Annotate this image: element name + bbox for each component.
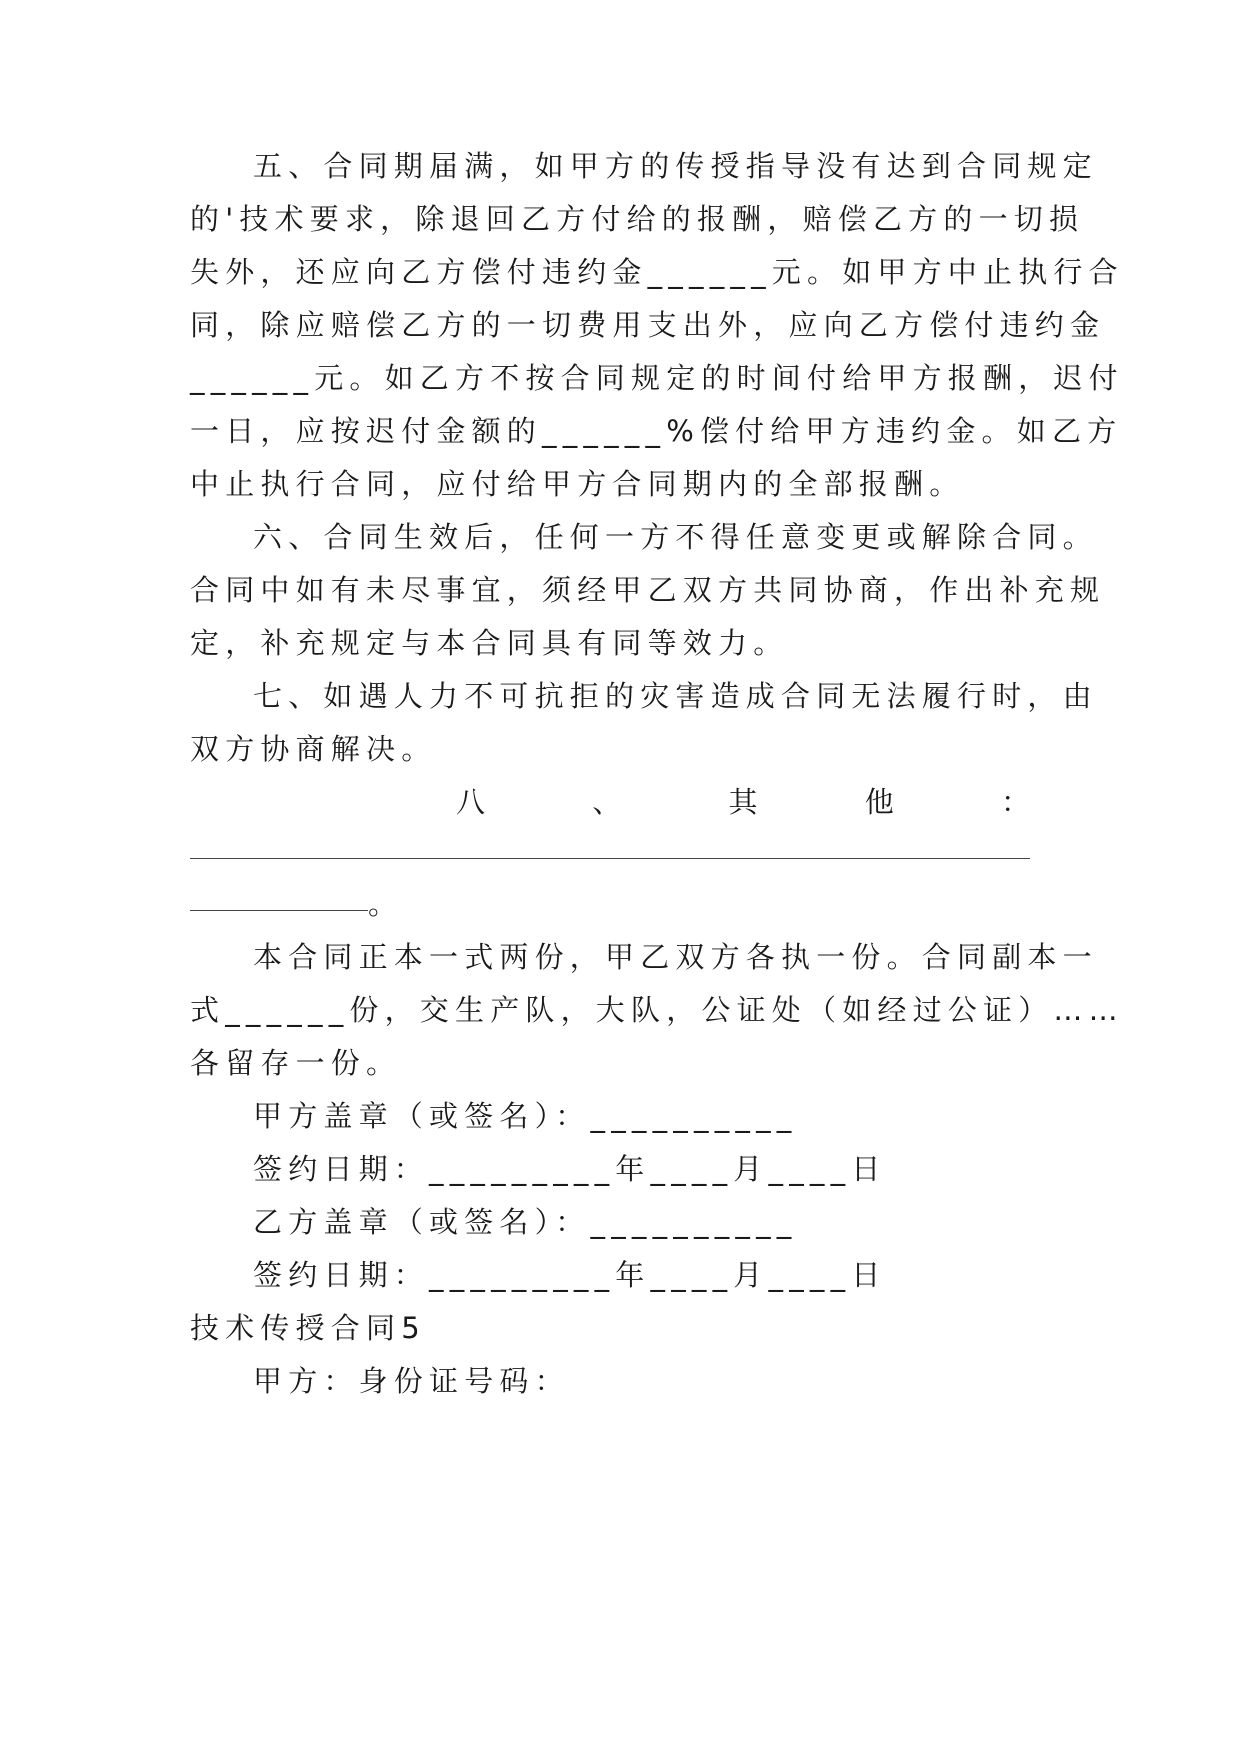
- heading-char: 八: [456, 785, 486, 819]
- copies-line-3: 各留存一份。: [190, 1046, 402, 1080]
- party-a-signature-line: 甲方盖章（或签名）：__________: [253, 1099, 798, 1133]
- party-a-id-line: 甲方：身份证号码：: [253, 1364, 570, 1398]
- section-title: 技术传授合同5: [190, 1311, 426, 1345]
- party-b-signature-line: 乙方盖章（或签名）：__________: [253, 1205, 798, 1239]
- clause-5-line-7: 中止执行合同，应付给甲方合同期内的全部报酬。: [190, 467, 965, 501]
- clause-7-line-2: 双方协商解决。: [190, 732, 437, 766]
- party-b-date-line: 签约日期：_________年____月____日: [253, 1258, 887, 1292]
- clause-5-line-2: 的'技术要求，除退回乙方付给的报酬，赔偿乙方的一切损: [190, 202, 1085, 236]
- clause-6-line-2: 合同中如有未尽事宜，须经甲乙双方共同协商，作出补充规: [190, 573, 1106, 607]
- clause-5-line-3: 失外，还应向乙方偿付违约金______元。如甲方中止执行合: [190, 255, 1124, 289]
- clause-6-line-1: 六、合同生效后，任何一方不得任意变更或解除合同。: [253, 520, 1098, 554]
- party-a-date-line: 签约日期：_________年____月____日: [253, 1152, 887, 1186]
- clause-6-line-3: 定，补充规定与本合同具有同等效力。: [190, 626, 789, 660]
- heading-char: 他: [864, 785, 894, 819]
- clause-8-heading: [456, 782, 1030, 822]
- heading-char: ：: [1000, 785, 1030, 819]
- clause-8-end-mark: 。: [368, 887, 404, 921]
- clause-5-line-4: 同，除应赔偿乙方的一切费用支出外，应向乙方偿付违约金: [190, 308, 1106, 342]
- heading-char: 、: [592, 785, 622, 819]
- clause-5-line-6: 一日，应按迟付金额的______%偿付给甲方违约金。如乙方: [190, 414, 1123, 448]
- clause-5-line-1: 五、合同期届满，如甲方的传授指导没有达到合同规定: [253, 149, 1098, 183]
- copies-line-2: 式______份，交生产队，大队，公证处（如经过公证）……: [190, 993, 1124, 1027]
- blank-line-long: [190, 858, 1030, 859]
- clause-5-line-5: ______元。如乙方不按合同规定的时间付给甲方报酬，迟付: [190, 361, 1124, 395]
- copies-line-1: 本合同正本一式两份，甲乙双方各执一份。合同副本一: [253, 940, 1098, 974]
- heading-char: 其: [728, 785, 758, 819]
- clause-7-line-1: 七、如遇人力不可抗拒的灾害造成合同无法履行时，由: [253, 679, 1098, 713]
- blank-line-short: [190, 910, 368, 911]
